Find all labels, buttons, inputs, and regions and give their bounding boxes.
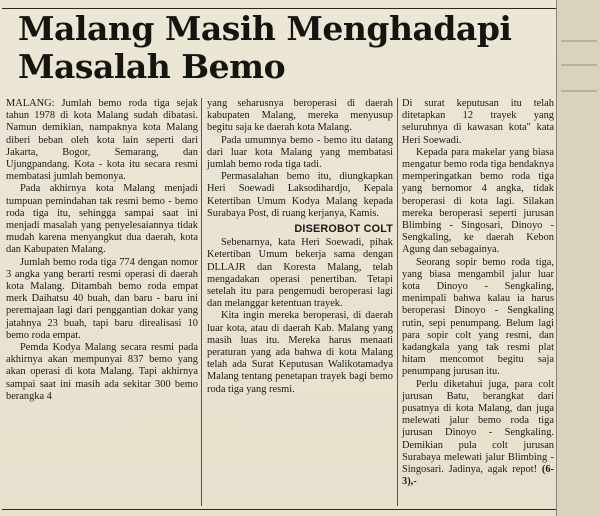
paragraph	[402, 379, 554, 489]
paragraph: Pada umumnya bemo - bemo itu datang dari luar kota Malang yang membatasi jumlah bemo roda tiga tadi.	[207, 134, 393, 171]
column-divider	[201, 98, 202, 506]
paragraph: yang seharusnya beroperasi di daerah kabupaten Malang, mereka menyusup begitu saja ke daerah kota Malang.	[207, 98, 393, 134]
paragraph: Kepada para makelar yang biasa mengatur bemo roda tiga hendaknya memperingatkan bemo roda tiga yang bernomor 4 angka, tidak beroperasi di kota lagi. Silakan mereka beroperasi seperti jurusan Blimbing - Singosari, Dinoyo - Sengkaling, ke daerah Kebon Agung dan sebagainya.	[402, 146, 554, 256]
ghost-text-line	[561, 40, 597, 42]
paragraph: Kita ingin mereka beroperasi, di daerah luar kota, atau di daerah Kab. Malang yang masih luas itu. Mereka harus menaati peraturan yang ada bahwa di kota Malang telah ada Surat Keputusan Walikotamadya Malang tentang penetapan trayek bagi bemo roda tiga yang resmi.	[207, 310, 393, 395]
paragraph: Pada akhirnya kota Malang menjadi tumpuan pemindahan tak resmi bemo - bemo roda tiga itu, sehingga sampai saat ini menjadi masalah yang penyelesaiannya tidak mudah karena menyangkut dua daerah, kota dan Kabupaten Malang.	[6, 183, 198, 256]
paragraph: MALANG: Jumlah bemo roda tiga sejak tahun 1978 di kota Malang sudah dibatasi. Namun demikian, nampaknya kota Malang diberi beban oleh kota lain seperti dari Jakarta, Bogor, Semarang, dan Ujungpandang. Kota - kota itu secara resmi membatasi jumlah bemonya.	[6, 98, 198, 183]
paragraph: Pemda Kodya Malang secara resmi pada akhirnya akan mempunyai 837 bemo yang akan operasi di kota Malang. Tapi akhirnya sampai saat ini masih ada sekitar 300 bemo berangka 4	[6, 342, 198, 402]
adjacent-column-edge	[556, 0, 600, 516]
article-column-3	[402, 98, 554, 489]
section-subhead: DISEROBOT COLT	[294, 223, 393, 236]
paragraph-text: Perlu diketahui juga, para colt jurusan Batu, berangkat dari pusatnya di kota Malang, dan juga melewati jalur bemo roda tiga jurusan Dinoyo - Sengkaling. Demikian pula colt jurusan Surabaya melewati jalur Blimbing - Singosari. Jadinya, agak repot!	[402, 378, 554, 476]
ghost-text-line	[561, 90, 597, 92]
article-column-1	[6, 98, 198, 403]
ghost-text-line	[561, 64, 597, 66]
paragraph: Jumlah bemo roda tiga 774 dengan nomor 3 angka yang berarti resmi operasi di daerah kota Malang. Ditambah bemo roda empat merk Daihatsu 40 buah, dan baru - baru ini peremajaan lagi dari penggantian dokar yang jatahnya 23 buah, tapi baru direalisasi 10 bemo roda empat.	[6, 256, 198, 341]
article-column-2	[207, 98, 393, 396]
headline-line-1: Malang Masih Menghadapi	[18, 9, 512, 48]
paragraph: Permasalahan bemo itu, diungkapkan Heri Soewadi Laksodihardjo, Kepala Ketertiban Umum Kodya Malang kepada Surabaya Post, di ruang kerjanya, Kamis.	[207, 171, 393, 219]
paragraph: Di surat keputusan itu telah ditetapkan 12 trayek yang seluruhnya di kawasan kota" kata Heri Soewadi.	[402, 98, 554, 146]
paragraph: Sebenarnya, kata Heri Soewadi, pihak Ketertiban Umum bekerja sama dengan DLLAJR dan Koresta Malang, telah mengadakan operasi penertiban. Tetapi setelah itu para pengemudi beroperasi lagi dan melanggar ketentuan trayek.	[207, 237, 393, 310]
article-headline	[18, 10, 554, 86]
article-signature: (6-3),-	[402, 464, 554, 488]
paragraph: Seorang sopir bemo roda tiga, yang biasa mengambil jalur luar kota Dinoyo - Sengkaling, menimpali bahwa kalau ia harus beroperasi Dinoyo - Sengkaling rutin, sepi penumpang. Belum lagi para sopir colt yang resmi, dan kadangkala yang tak resmi plat hitam mencomot begitu saja penumpang jurusan itu.	[402, 256, 554, 378]
bottom-rule	[2, 509, 556, 510]
headline-line-2: Masalah Bemo	[18, 47, 286, 86]
column-divider	[397, 98, 398, 506]
